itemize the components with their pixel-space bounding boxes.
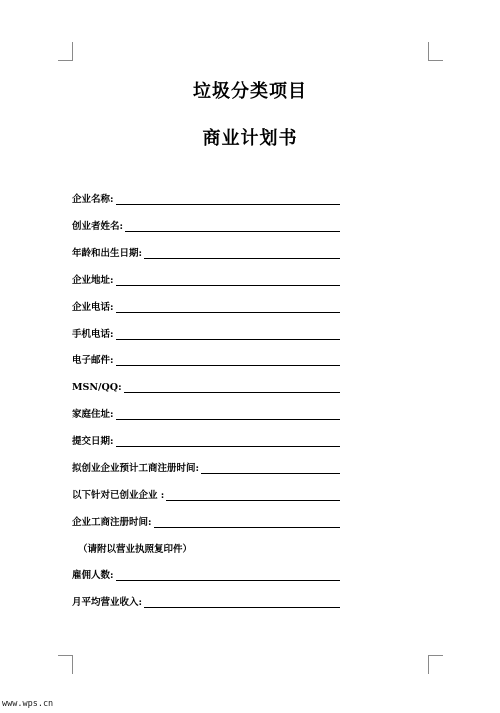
blank-line[interactable] (116, 302, 340, 313)
field-label: 企业工商注册时间: (72, 517, 152, 528)
crop-mark-bottom-right (428, 655, 443, 674)
monthly-revenue-field[interactable] (72, 593, 340, 609)
home-address-field[interactable] (72, 405, 340, 421)
employee-count-field[interactable] (72, 566, 340, 582)
field-label: 年龄和出生日期: (72, 248, 143, 259)
field-label: MSN/QQ: (72, 382, 122, 393)
blank-line[interactable] (116, 194, 340, 205)
company-phone-field[interactable] (72, 298, 340, 314)
founder-name-field[interactable] (72, 217, 340, 233)
mobile-phone-field[interactable] (72, 325, 340, 341)
existing-business-field[interactable] (72, 486, 340, 502)
blank-line[interactable] (116, 275, 340, 286)
blank-line[interactable] (116, 409, 340, 420)
field-label: 拟创业企业预计工商注册时间: (72, 463, 200, 474)
blank-line[interactable] (144, 248, 340, 259)
crop-mark-top-right (428, 42, 443, 61)
crop-mark-bottom-left (58, 655, 73, 674)
company-address-field[interactable] (72, 271, 340, 287)
company-name-field[interactable] (72, 190, 340, 206)
document-subtitle: 商业计划书 (202, 128, 298, 149)
email-field[interactable] (72, 351, 340, 367)
field-label: 以下针对已创业企业 : (72, 490, 165, 501)
field-label: 创业者姓名: (72, 221, 124, 232)
blank-line[interactable] (116, 436, 340, 447)
field-label: 家庭住址: (72, 409, 114, 420)
blank-line[interactable] (201, 463, 340, 474)
age-birthdate-field[interactable] (72, 244, 340, 260)
field-label: 企业名称: (72, 194, 114, 205)
blank-line[interactable] (154, 517, 340, 528)
planned-registration-date-field[interactable] (72, 459, 340, 475)
registration-date-field[interactable] (72, 513, 340, 529)
field-label: 企业电话: (72, 302, 114, 313)
field-label: 提交日期: (72, 436, 114, 447)
blank-line[interactable] (116, 570, 340, 581)
blank-line[interactable] (166, 490, 340, 501)
msn-qq-field[interactable] (72, 378, 340, 394)
field-label: 雇佣人数: (72, 570, 114, 581)
blank-line[interactable] (125, 221, 340, 232)
watermark-text: www.wps.cn (2, 699, 54, 709)
crop-mark-top-left (58, 42, 73, 61)
blank-line[interactable] (124, 382, 340, 393)
blank-line[interactable] (144, 597, 340, 608)
field-label: 手机电话: (72, 329, 114, 340)
field-label: 电子邮件: (72, 355, 114, 366)
field-label: 月平均营业收入: (72, 597, 143, 608)
document-title: 垃圾分类项目 (193, 81, 307, 102)
field-label: 企业地址: (72, 275, 114, 286)
blank-line[interactable] (116, 355, 340, 366)
blank-line[interactable] (116, 329, 340, 340)
submit-date-field[interactable] (72, 432, 340, 448)
business-license-note: （请附以营业执照复印件） (78, 544, 193, 555)
